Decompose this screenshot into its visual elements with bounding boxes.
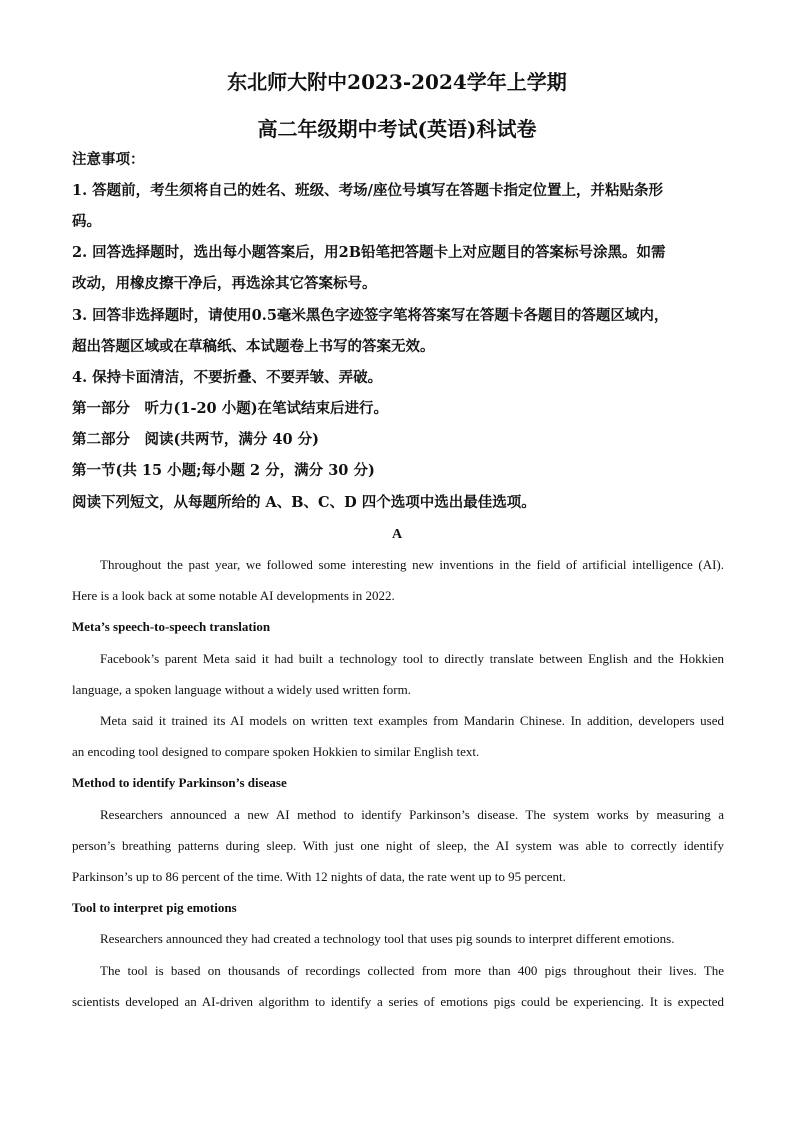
reading-instruction: 阅读下列短文，从每题所给的 A、B、C、D 四个选项中选出最佳选项。 — [72, 494, 536, 511]
notice-item-2-line2: 改动，用橡皮擦干净后，再选涂其它答案标号。 — [72, 275, 377, 292]
notice-item-3-line1: 3. 回答非选择题时，请使用0.5毫米黑色字迹签字笔将答案写在答题卡各题目的答题区域内， — [72, 307, 669, 324]
paragraph-3-line1: Meta said it trained its AI models on written text examples from Mandarin Chinese. In addition, developers used — [100, 713, 724, 728]
heading-parkinsons: Method to identify Parkinson’s disease — [72, 775, 287, 790]
paragraph-5-line1: Researchers announced they had created a technology tool that uses pig sounds to interpret different emotions. — [100, 931, 675, 946]
paragraph-1-line1: Throughout the past year, we followed some interesting new inventions in the field of artificial intelligence (AI). — [100, 557, 724, 572]
paragraph-4-line3: Parkinson’s up to 86 percent of the time. With 12 nights of data, the rate went up to 95 percent. — [72, 869, 566, 884]
heading-meta-translation: Meta’s speech-to-speech translation — [72, 619, 271, 634]
notice-heading: 注意事项： — [72, 151, 145, 168]
notice-item-1-line1: 1. 答题前，考生须将自己的姓名、班级、考场/座位号填写在答题卡指定位置上，并粘贴条形 — [72, 182, 663, 199]
paragraph-2-line2: language, a spoken language without a widely used written form. — [72, 682, 411, 697]
paragraph-6-line1: The tool is based on thousands of recordings collected from more than 400 pigs throughout their lives. The — [100, 963, 724, 978]
paragraph-3-line2: an encoding tool designed to compare spoken Hokkien to similar English text. — [72, 744, 480, 759]
heading-pig-emotions: Tool to interpret pig emotions — [72, 900, 237, 915]
section-1-header: 第一节(共 15 小题;每小题 2 分，满分 30 分) — [72, 462, 375, 479]
paragraph-1-line2: Here is a look back at some notable AI developments in 2022. — [72, 588, 395, 603]
paragraph-4-line1: Researchers announced a new AI method to identify Parkinson’s disease. The system works by measuring a — [100, 807, 724, 822]
part-2-reading: 第二部分 阅读(共两节，满分 40 分) — [72, 431, 319, 448]
notice-item-1-line2: 码。 — [72, 213, 101, 230]
exam-title-line1: 东北师大附中2023-2024学年上学期 — [227, 70, 567, 94]
exam-title-line2: 高二年级期中考试(英语)科试卷 — [257, 117, 537, 141]
notice-item-4: 4. 保持卡面清洁，不要折叠、不要弄皱、弄破。 — [72, 369, 383, 386]
passage-label: A — [391, 527, 403, 542]
paragraph-4-line2: person’s breathing patterns during sleep. With just one night of sleep, the AI system was able to correctly identify — [72, 838, 724, 853]
notice-item-2-line1: 2. 回答选择题时，选出每小题答案后，用2B铅笔把答题卡上对应题目的答案标号涂黑。如需 — [72, 244, 666, 261]
paragraph-2-line1: Facebook’s parent Meta said it had built a technology tool to directly translate between English and the Hokkien — [100, 651, 724, 666]
notice-item-3-line2: 超出答题区域或在草稿纸、本试题卷上书写的答案无效。 — [72, 338, 435, 355]
paragraph-6-line2: scientists developed an AI-driven algorithm to identify a series of emotions pigs could be experiencing. It is expected — [72, 994, 724, 1009]
part-1-listening: 第一部分 听力(1-20 小题)在笔试结束后进行。 — [72, 400, 389, 417]
